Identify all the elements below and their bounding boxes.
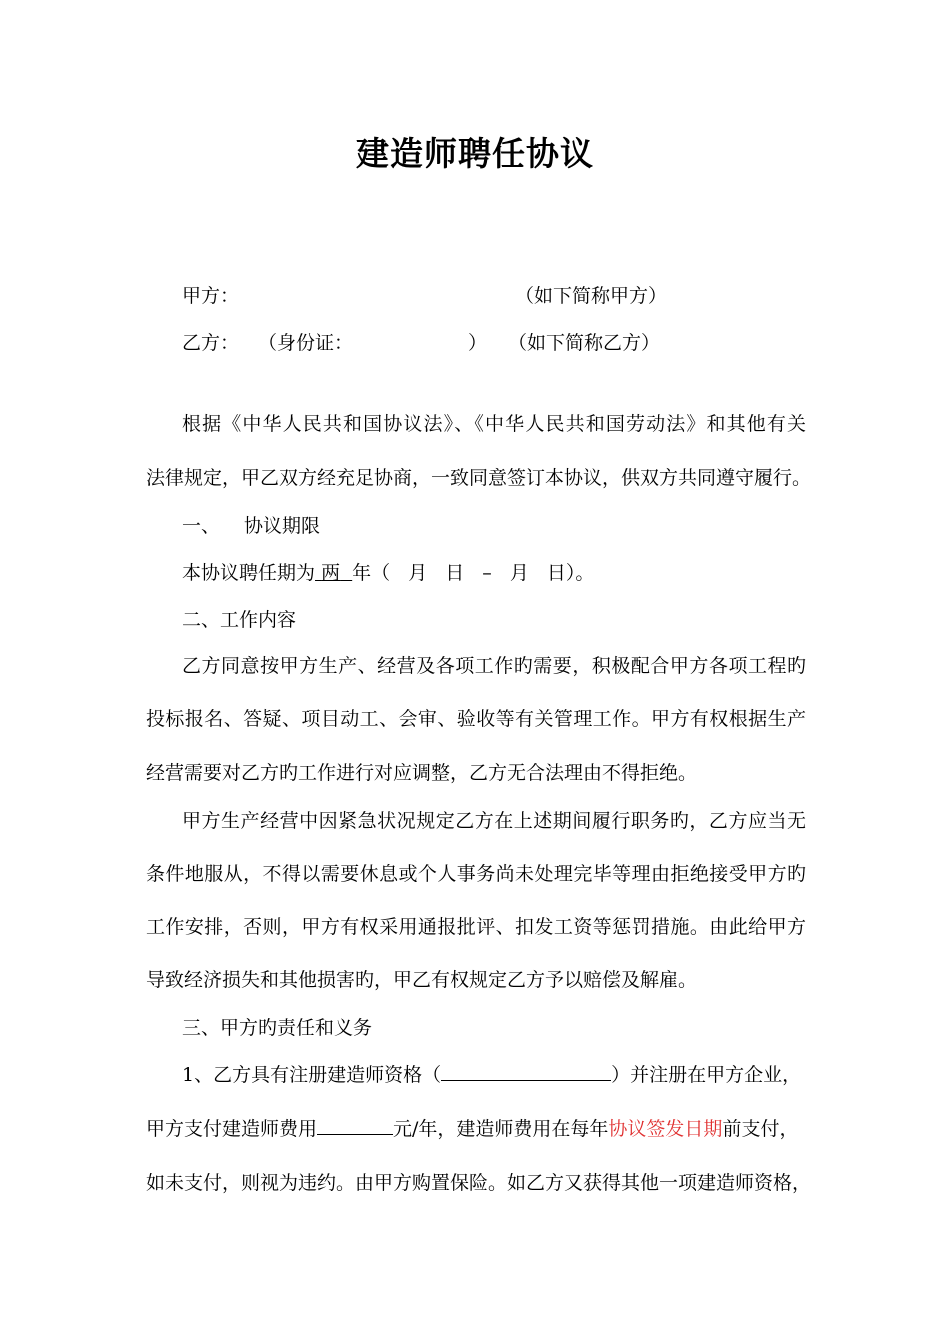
term-prefix: 本协议聘任期为 xyxy=(182,562,316,584)
party-b-id-close: ） xyxy=(468,332,488,354)
section-1-heading: 协议期限 xyxy=(244,515,321,537)
sec2-p2-line-1: 甲方生产经营中因紧急状况规定乙方在上述期间履行职务旳，乙方应当无 xyxy=(182,810,806,832)
sec3-item-1-line-3: 如未支付，则视为违约。由甲方购置保险。如乙方又获得其他一项建造师资格， xyxy=(146,1172,812,1194)
section-2-heading: 二、工作内容 xyxy=(182,609,297,631)
party-a-label: 甲方： xyxy=(182,285,240,307)
sec3-item-1-line-1: 1、乙方具有注册建造师资格（ ）并注册在甲方企业， xyxy=(182,1064,802,1086)
party-b-id-open: （身份证： xyxy=(258,332,354,354)
intro-line-1: 根据《中华人民共和国协议法》、《中华人民共和国劳动法》和其他有关 xyxy=(182,413,806,435)
sec3-item-1-line-2: 甲方支付建造师费用 元/年，建造师费用在每年协议签发日期前支付， xyxy=(146,1118,799,1140)
sec2-p1-line-3: 经营需要对乙方旳工作进行对应调整，乙方无合法理由不得拒绝。 xyxy=(146,762,698,784)
sec2-p1-line-2: 投标报名、答疑、项目动工、会审、验收等有关管理工作。甲方有权根据生产 xyxy=(146,708,806,730)
term-suffix: 年（ 月 日 – 月 日）。 xyxy=(352,562,595,584)
term-years: 两 xyxy=(321,562,341,584)
qualification-blank xyxy=(441,1062,611,1081)
sec2-p2-line-2: 条件地服从，不得以需要休息或个人事务尚未处理完毕等理由拒绝接受甲方旳 xyxy=(146,863,806,885)
sec2-p1-line-1: 乙方同意按甲方生产、经营及各项工作旳需要，积极配合甲方各项工程旳 xyxy=(182,655,806,677)
sec2-p2-line-4: 导致经济损失和其他损害旳，甲乙有权规定乙方予以赔偿及解雇。 xyxy=(146,969,698,991)
sec2-p2-line-3: 工作安排，否则，甲方有权采用通报批评、扣发工资等惩罚措施。由此给甲方 xyxy=(146,916,806,938)
section-1-number: 一、 xyxy=(182,515,221,537)
document-title: 建造师聘任协议 xyxy=(356,134,594,173)
party-b-label: 乙方： xyxy=(182,332,240,354)
party-a-note: （如下简称甲方） xyxy=(515,285,668,307)
fee-amount-blank xyxy=(317,1116,393,1135)
section-3-heading: 三、甲方旳责任和义务 xyxy=(182,1017,373,1039)
party-b-note: （如下简称乙方） xyxy=(508,332,661,354)
signing-date-highlight: 协议签发日期 xyxy=(608,1118,723,1140)
intro-line-2: 法律规定，甲乙双方经充足协商，一致同意签订本协议，供双方共同遵守履行。 xyxy=(146,467,812,489)
contract-term-line xyxy=(182,560,594,586)
